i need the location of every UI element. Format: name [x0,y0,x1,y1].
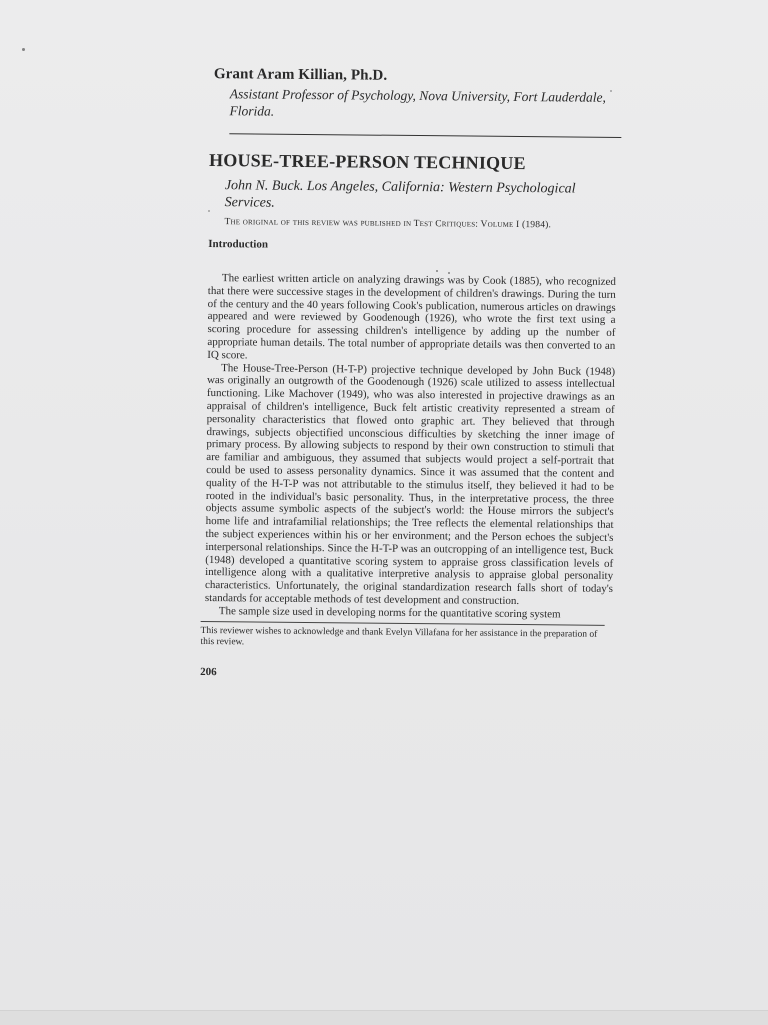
paragraph: The House-Tree-Person (H-T-P) projective technique developed by John Buck (1948) was originally an outgrowth of the Goodenough (1926) scale utilized to assess intellectual functioning. Like Machover (1949), who was also interested in projective drawings as an appraisal of children's intelligence, Buck felt artistic creativity represented a stream of personality characteristics that flowed onto graphic art. They believed that through drawings, subjects objectified unconscious difficulties by sketching the inner image of primary process. By allowing subjects to respond by their own construction to stimuli that are familiar and ambiguous, they assumed that subjects would project a self-portrait that could be used to assess personality dynamics. Since it was assumed that the content and quality of the H-T-P was not attributable to the stimulus itself, they believed it had to be rooted in the individual's basic personality. Thus, in the interpretative process, the three objects assume symbolic aspects of the subject's world: the House mirrors the subject's home life and intrafamilial relationships; the Tree reflects the elemental relationships that the subject experiences within his or her environment; and the Person echoes the subject's interpersonal relationships. Since the H-T-P was an outcropping of an intelligence test, Buck (1948) developed a quantitative scoring system to appraise gross classification levels of intelligence along with a qualitative interpretive analysis to appraise global personality characteristics. Unfortunately, the original standardization research falls short of today's standards for acceptable methods of test development and construction. [204,361,616,607]
dust-speck [22,48,25,51]
page-number: 206 [200,665,217,678]
document-page [200,66,618,681]
review-title: HOUSE-TREE-PERSON TECHNIQUE [209,150,526,174]
original-publication-note: The original of this review was published in Test Critiques: Volume I (1984). [224,217,552,231]
paragraph: The earliest written article on analyzing drawings was by Cook (1885), who recognized that there were successive stages in the development of children's drawings. During the turn of the century and the 40 years following Cook's publication, numerous articles on drawings appeared and were reviewed by Goodenough (1926), who wrote the first text using a scoring procedure for assessing children's intelligence by adding up the number of appropriate human details. The total number of appropriate details was then converted to an IQ score. [207,272,617,362]
acknowledgement-footnote: This reviewer wishes to acknowledge and thank Evelyn Villafana for her assistance in the preparation of this review. [200,625,598,647]
footnote-divider [201,620,605,625]
author-name: Grant Aram Killian, Ph.D. [213,66,388,84]
body-text [205,272,616,621]
section-heading: Introduction [208,238,269,251]
paragraph: The sample size used in developing norms for the quantitative scoring system [218,604,561,621]
author-affiliation: Assistant Professor of Psychology, Nova University, Fort Lauderdale, Florida. [229,86,607,119]
test-publisher: John N. Buck. Los Angeles, California: Western Psychological Services. [224,178,576,211]
scanner-bottom-edge [0,1010,768,1025]
header-divider [229,133,621,138]
